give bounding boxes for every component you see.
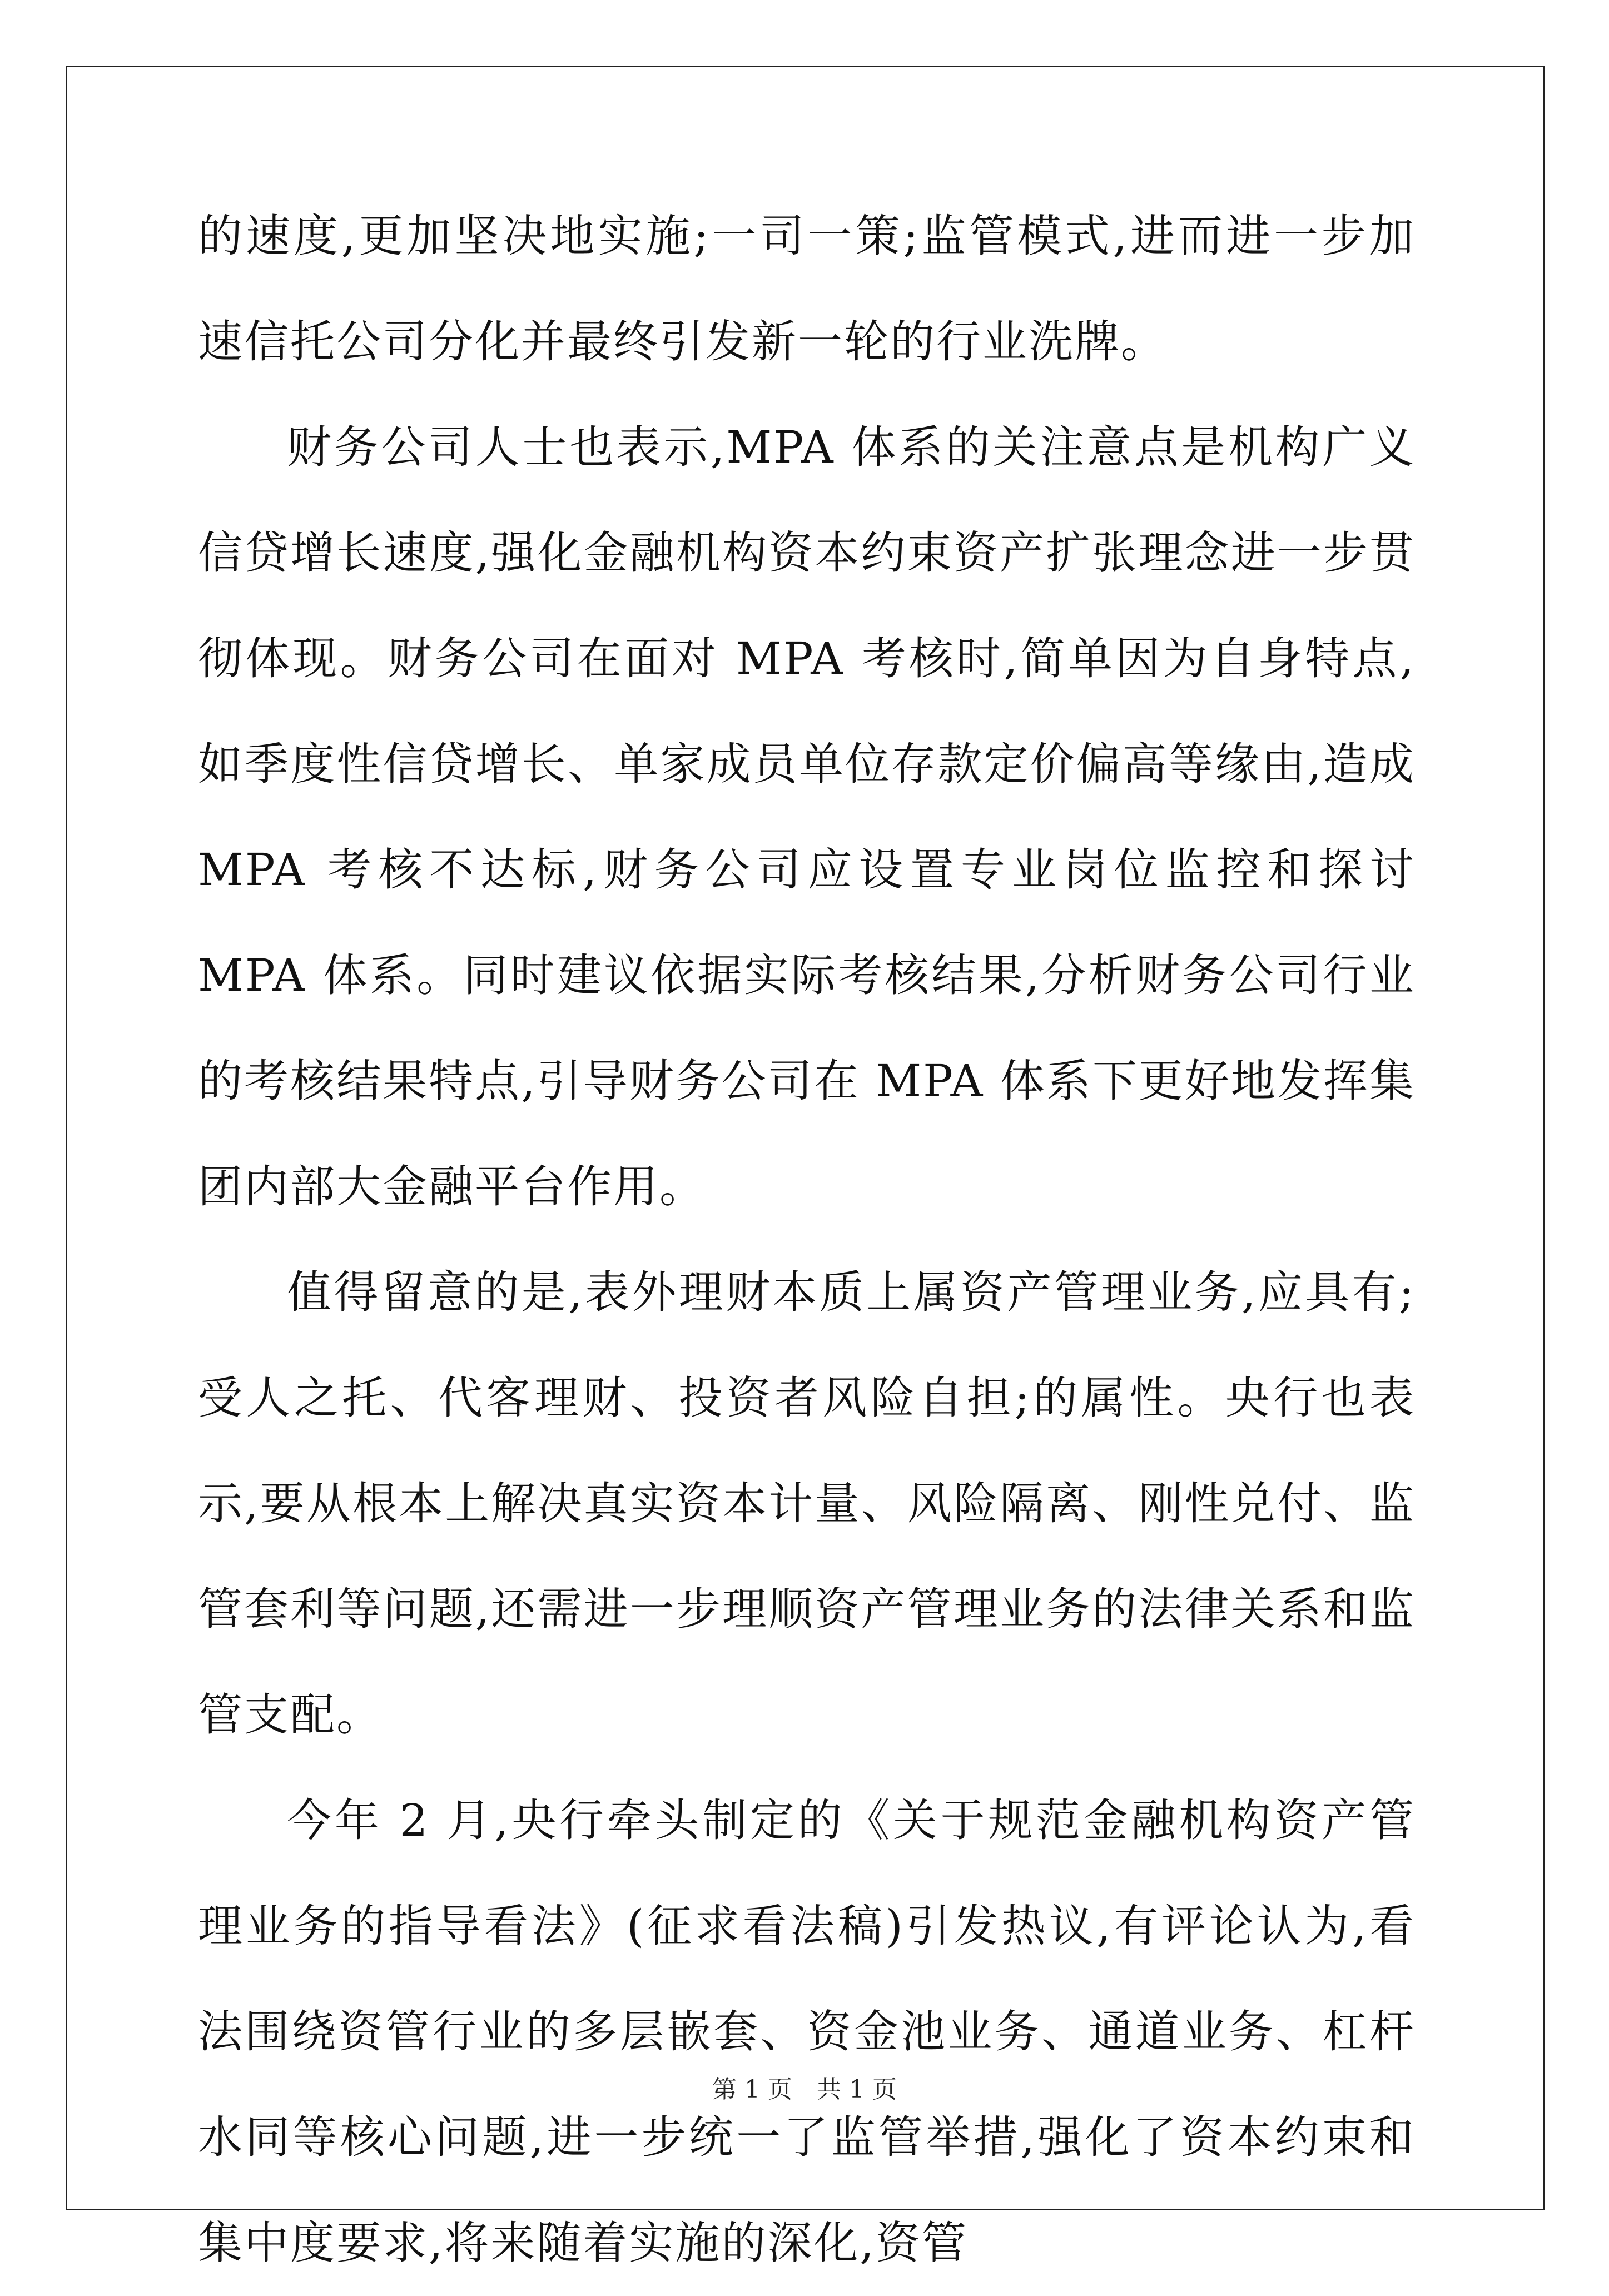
paragraph-3: 值得留意的是,表外理财本质上属资产管理业务,应具有;受人之托、代客理财、投资者风险自担;的属性。央行也表示,要从根本上解决真实资本计量、风险隔离、刚性兑付、监管套利等问题,还需进一步理顺资产管理业务的法律关系和监管支配。 (198, 1266, 1416, 1741)
document-body (198, 183, 1416, 2296)
paragraph-2: 财务公司人士也表示,MPA 体系的关注意点是机构广义信贷增长速度,强化金融机构资本约束资产扩张理念进一步贯彻体现。财务公司在面对 MPA 考核时,简单因为自身特点,如季度性信贷增长、单家成员单位存款定价偏高等缘由,造成 MPA 考核不达标,财务公司应设置专业岗位监控和探讨 MPA 体系。同时建议依据实际考核结果,分析财务公司行业的考核结果特点,引导财务公司在 MPA 体系下更好地发挥集团内部大金融平台作用。 (198, 421, 1416, 1212)
paragraph-4: 今年 2 月,央行牵头制定的《关于规范金融机构资产管理业务的指导看法》(征求看法稿)引发热议,有评论认为,看法围绕资管行业的多层嵌套、资金池业务、通道业务、杠杆水同等核心问题,进一步统一了监管举措,强化了资本约束和集中度要求,将来随着实施的深化,资管 (198, 1795, 1416, 2269)
paragraph-1: 的速度,更加坚决地实施;一司一策;监管模式,进而进一步加速信托公司分化并最终引发新一轮的行业洗牌。 (198, 210, 1416, 367)
page-footer (0, 2069, 1609, 2105)
page-number-label: 第 1 页 共 1 页 (712, 2075, 897, 2104)
